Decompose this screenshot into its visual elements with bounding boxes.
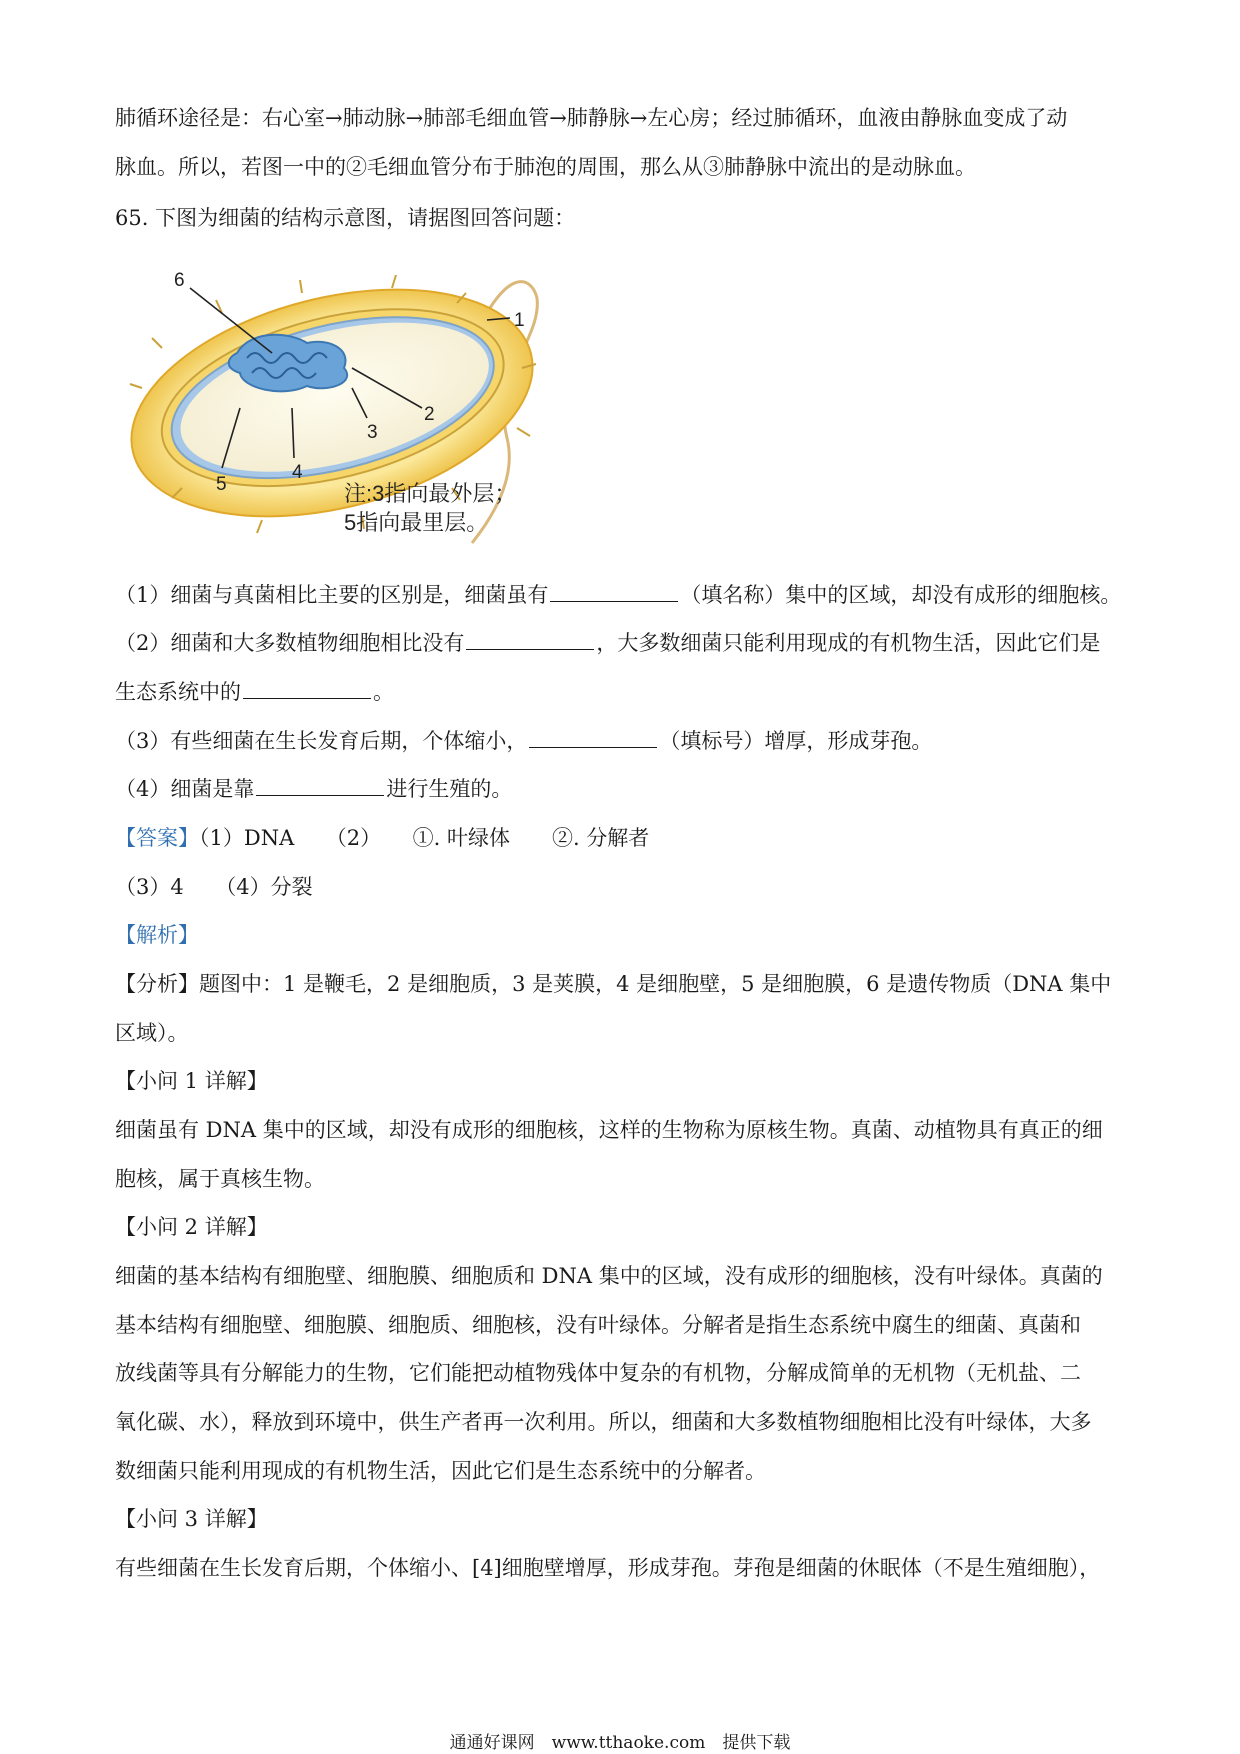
answer-blank-5	[256, 775, 384, 796]
label-1: 1	[514, 310, 525, 331]
analysis-fenxi-2: 区域）。	[115, 1021, 189, 1045]
page-footer: 通通好课网 www.tthaoke.com 提供下载	[449, 1733, 791, 1753]
detail-3-line-1: 有些细菌在生长发育后期，个体缩小、[4]细胞壁增厚，形成芽孢。芽孢是细菌的休眠体（不是生殖细胞），	[115, 1556, 1101, 1580]
question-4: （4）细菌是靠 进行生殖的。	[115, 777, 513, 801]
question-title: 65. 下图为细菌的结构示意图，请据图回答问题：	[115, 206, 576, 230]
answer-blank-3	[243, 678, 371, 699]
label-4: 4	[292, 462, 303, 483]
detail-1-line-1: 细菌虽有 DNA 集中的区域，却没有成形的细胞核，这样的生物称为原核生物。真菌、动植物具有真正的细	[115, 1118, 1103, 1142]
capsule	[112, 258, 556, 554]
label-3: 3	[367, 422, 378, 443]
figure-note-line-1: 注:3指向最外层；	[344, 481, 517, 506]
detail-2-line-3: 放线菌等具有分解能力的生物，它们能把动植物残体中复杂的有机物，分解成简单的无机物（无机盐、二	[115, 1361, 1081, 1385]
answer-line-2: （3）4 （4）分裂	[115, 875, 313, 899]
answer-blank-2	[466, 629, 594, 650]
question-2-line-2: 生态系统中的 。	[115, 680, 394, 704]
label-5: 5	[216, 474, 227, 495]
figure-note-line-2: 5指向最里层。	[344, 510, 489, 535]
detail-heading-3: 【小问 3 详解】	[115, 1507, 268, 1531]
analysis-tag: 【解析】	[115, 923, 199, 947]
analysis-fenxi-1: 【分析】题图中：1 是鞭毛，2 是细胞质，3 是荚膜，4 是细胞壁，5 是细胞膜，6 是遗传物质（DNA 集中	[115, 972, 1112, 996]
intro-line-1: 肺循环途径是：右心室→肺动脉→肺部毛细血管→肺静脉→左心房；经过肺循环，血液由静脉血变成了动	[115, 106, 1068, 130]
answer-line-1: 【答案】（1）DNA （2） ①. 叶绿体 ②. 分解者	[115, 826, 650, 850]
answer-tag: 【答案】	[115, 826, 199, 850]
answer-blank-4	[529, 727, 657, 748]
detail-2-line-5: 数细菌只能利用现成的有机物生活，因此它们是生态系统中的分解者。	[115, 1459, 766, 1483]
intro-line-2: 脉血。所以，若图一中的②毛细血管分布于肺泡的周围，那么从③肺静脉中流出的是动脉血。	[115, 155, 976, 179]
question-2-line-1: （2）细菌和大多数植物细胞相比没有 ，大多数细菌只能利用现成的有机物生活，因此它们是	[115, 631, 1101, 655]
bacteria-diagram	[112, 258, 592, 558]
detail-2-line-4: 氧化碳、水），释放到环境中，供生产者再一次利用。所以，细菌和大多数植物细胞相比没有叶绿体，大多	[115, 1410, 1092, 1434]
answer-blank-1	[550, 581, 678, 602]
label-6: 6	[174, 270, 185, 291]
label-2: 2	[424, 404, 435, 425]
detail-2-line-2: 基本结构有细胞壁、细胞膜、细胞质、细胞核，没有叶绿体。分解者是指生态系统中腐生的细菌、真菌和	[115, 1313, 1081, 1337]
detail-heading-2: 【小问 2 详解】	[115, 1215, 268, 1239]
question-3: （3）有些细菌在生长发育后期，个体缩小， （填标号）增厚，形成芽孢。	[115, 729, 933, 753]
bacteria-structure-illustration	[112, 258, 592, 558]
detail-1-line-2: 胞核，属于真核生物。	[115, 1167, 325, 1191]
detail-2-line-1: 细菌的基本结构有细胞壁、细胞膜、细胞质和 DNA 集中的区域，没有成形的细胞核，没有叶绿体。真菌的	[115, 1264, 1103, 1288]
detail-heading-1: 【小问 1 详解】	[115, 1069, 268, 1093]
dna-region	[229, 335, 347, 392]
question-1: （1）细菌与真菌相比主要的区别是，细菌虽有 （填名称）集中的区域，却没有成形的细胞核。	[115, 583, 1122, 607]
